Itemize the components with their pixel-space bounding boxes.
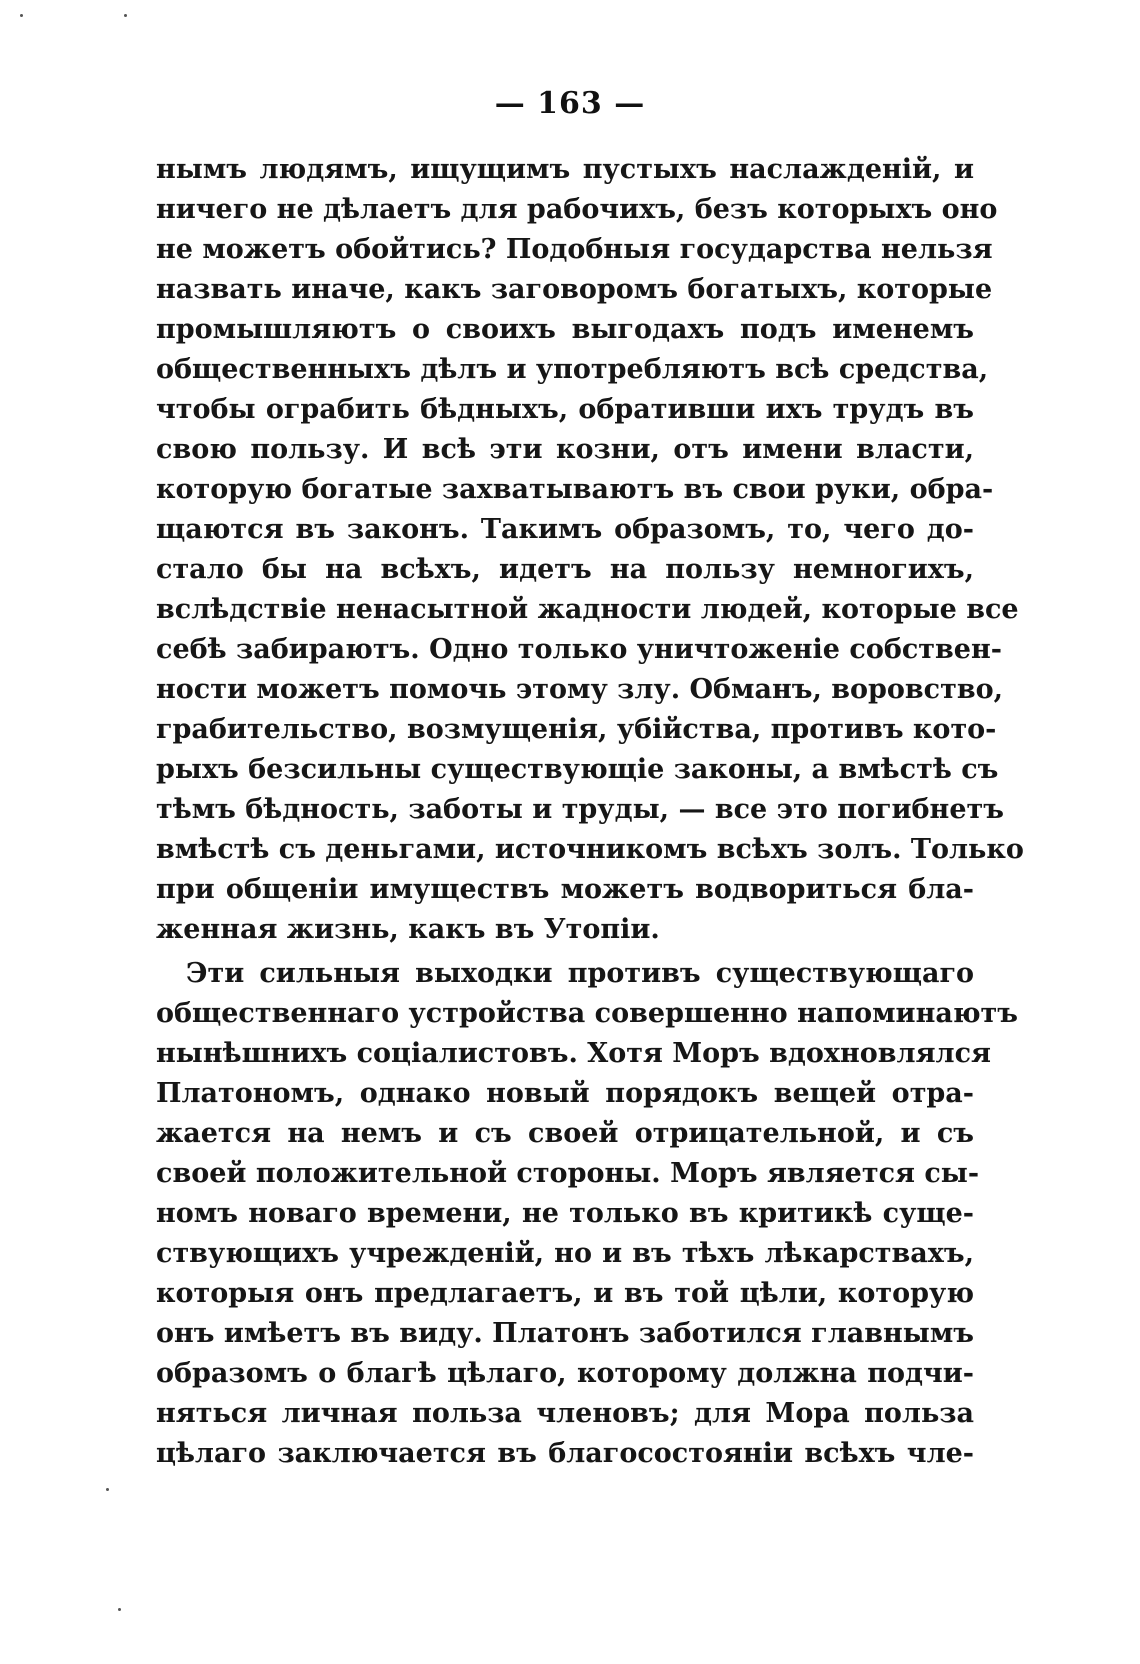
scan-speck (106, 1488, 109, 1491)
text-line: грабительство, возмущенія, убійства, противъ кото- (156, 714, 997, 745)
text-line: образомъ о благѣ цѣлаго, которому должна подчи- (156, 1358, 974, 1389)
text-line: свою пользу. И всѣ эти козни, отъ имени власти, (156, 434, 974, 465)
text-line: которыя онъ предлагаетъ, и въ той цѣли, которую (156, 1278, 974, 1309)
text-line: назвать иначе, какъ заговоромъ богатыхъ, которые (156, 274, 993, 305)
text-line: общественныхъ дѣлъ и употребляютъ всѣ средства, (156, 354, 989, 385)
text-line: вмѣстѣ съ деньгами, источникомъ всѣхъ золъ. Только (156, 834, 1024, 865)
text-line: номъ новаго времени, не только въ критикѣ суще- (156, 1198, 974, 1229)
text-line: Эти сильныя выходки противъ существующаго (186, 958, 974, 989)
text-line: рыхъ безсильны существующіе законы, а вмѣстѣ съ (156, 754, 999, 785)
text-line: которую богатые захватываютъ въ свои руки, обра- (156, 474, 994, 505)
text-line: ности можетъ помочь этому злу. Обманъ, воровство, (156, 674, 1004, 705)
paragraph-2 (156, 954, 1018, 1474)
text-line: себѣ забираютъ. Одно только уничтоженіе собствен- (156, 634, 1002, 665)
page-number: — 163 — (494, 86, 646, 121)
text-line: общественнаго устройства совершенно напоминаютъ (156, 998, 1018, 1029)
text-line: стало бы на всѣхъ, идетъ на пользу немногихъ, (156, 554, 974, 585)
text-line: своей положительной стороны. Моръ является сы- (156, 1158, 980, 1189)
text-line: вслѣдствіе ненасытной жадности людей, которые все (156, 594, 1019, 625)
scan-speck (124, 14, 127, 17)
text-line: чтобы ограбить бѣдныхъ, обративши ихъ трудъ въ (156, 394, 974, 425)
text-line: онъ имѣетъ въ виду. Платонъ заботился главнымъ (156, 1318, 974, 1349)
text-line: няться личная польза членовъ; для Мора польза (156, 1398, 974, 1429)
text-line: жается на немъ и съ своей отрицательной, и съ (156, 1118, 974, 1149)
text-line: щаются въ законъ. Такимъ образомъ, то, чего до- (156, 514, 974, 545)
text-line: нынѣшнихъ соціалистовъ. Хотя Моръ вдохновлялся (156, 1038, 991, 1069)
text-line: тѣмъ бѣдность, заботы и труды, — все это погибнетъ (156, 794, 1004, 825)
text-line: промышляютъ о своихъ выгодахъ подъ именемъ (156, 314, 974, 345)
text-line: Платономъ, однако новый порядокъ вещей отра- (156, 1078, 974, 1109)
text-line: ничего не дѣлаетъ для рабочихъ, безъ которыхъ оно (156, 194, 998, 225)
scan-speck (20, 14, 23, 17)
body-text (156, 150, 1024, 1474)
text-line: при общеніи имуществъ можетъ водвориться бла- (156, 874, 974, 905)
text-line: нымъ людямъ, ищущимъ пустыхъ наслажденій, и (156, 154, 974, 185)
paragraph-1 (156, 150, 1024, 950)
text-line: ствующихъ учрежденій, но и въ тѣхъ лѣкарствахъ, (156, 1238, 974, 1269)
scan-speck (118, 1608, 121, 1611)
text-line: цѣлаго заключается въ благосостояніи всѣхъ чле- (156, 1438, 974, 1469)
text-line: не можетъ обойтись? Подобныя государства нельзя (156, 234, 993, 265)
text-line: женная жизнь, какъ въ Утопіи. (156, 914, 660, 945)
